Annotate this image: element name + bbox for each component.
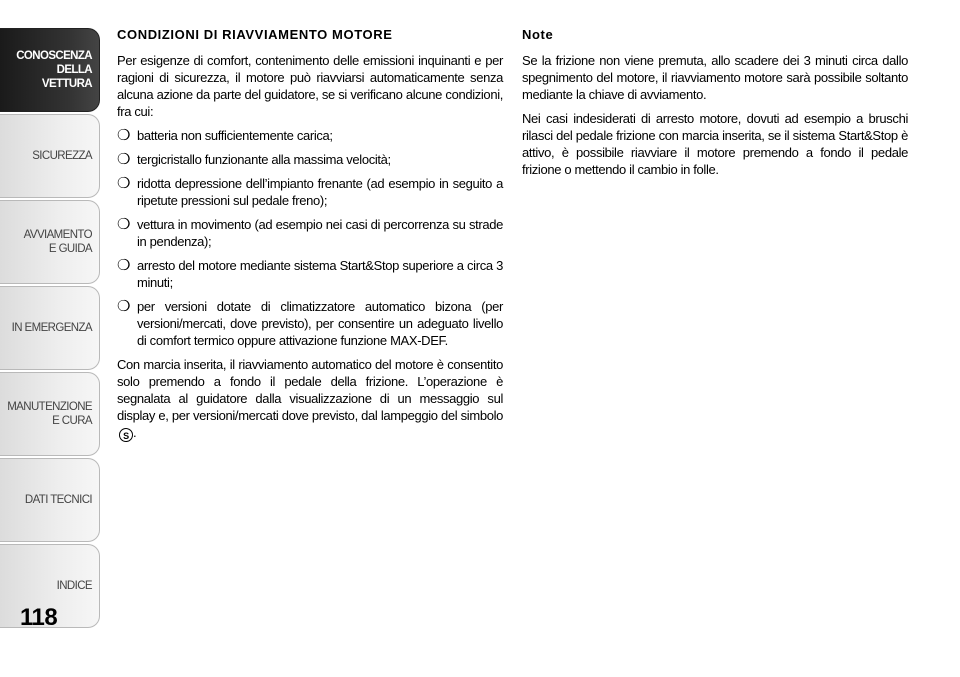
tab-manutenzione-e-cura[interactable] (0, 372, 100, 456)
bullet-circle-icon: ❍ (117, 151, 131, 168)
bullet-circle-icon: ❍ (117, 298, 131, 315)
list-item (117, 151, 503, 168)
tab-dati-tecnici[interactable] (0, 458, 100, 542)
list-item (117, 175, 503, 209)
note-paragraph-1: Se la frizione non viene premuta, allo scadere dei 3 minuti circa dallo spegnimento del motore, il riavviamento motore sarà possibile soltanto mediante la chiave di avviamento. (522, 53, 908, 102)
tab-label-line: MANUTENZIONE (7, 401, 92, 413)
tab-conoscenza-della-vettura[interactable] (0, 28, 100, 112)
tab-label-line: VETTURA (41, 78, 92, 90)
page-number: 118 (20, 604, 58, 631)
tab-label-line: E CURA (52, 415, 92, 427)
tab-label-line: SICUREZZA (32, 150, 92, 162)
bullet-circle-icon: ❍ (117, 257, 131, 274)
list-item-text: vettura in movimento (ad esempio nei casi di percorrenza su strade in pendenza); (137, 217, 503, 249)
tab-label-line: DELLA (56, 64, 92, 76)
conditions-list (117, 127, 503, 349)
tab-in-emergenza[interactable] (0, 286, 100, 370)
list-item-text: ridotta depressione dell’impianto frenante (ad esempio in seguito a ripetute pressioni sul pedale freno); (137, 176, 503, 208)
bullet-circle-icon: ❍ (117, 175, 131, 192)
left-column (117, 26, 503, 449)
closing-text: Con marcia inserita, il riavviamento automatico del motore è consentito solo premendo a fondo il pedale della frizione. L’operazione è segnalata al guidatore dalla visualizzazione di un messaggio sul display e, per versioni/mercati dove previsto, dal lampeggio del simbolo (117, 357, 503, 423)
note-paragraph-2: Nei casi indesiderati di arresto motore, dovuti ad esempio a bruschi rilasci del pedale frizione con marcia inserita, se il sistema Start&Stop è attivo, è possibile riavviare il motore premendo a fondo il pedale frizione o mettendo il cambio in folle. (522, 111, 908, 177)
tab-label-line: DATI TECNICI (24, 494, 92, 506)
list-item-text: arresto del motore mediante sistema Start&Stop superiore a circa 3 minuti; (137, 258, 503, 290)
bullet-circle-icon: ❍ (117, 216, 131, 233)
note-heading: Note (522, 27, 554, 42)
intro-paragraph: Per esigenze di comfort, contenimento delle emissioni inquinanti e per ragioni di sicurezza, il motore può riavviarsi automaticamente senza alcuna azione da parte del guidatore, se si verificano alcune condizioni, fra cui: (117, 53, 503, 119)
list-item (117, 127, 503, 144)
closing-period: . (133, 425, 137, 440)
list-item (117, 257, 503, 291)
section-heading: CONDIZIONI DI RIAVVIAMENTO MOTORE (117, 27, 393, 42)
tab-label-line: AVVIAMENTO (23, 229, 92, 241)
list-item-text: per versioni dotate di climatizzatore automatico bizona (per versioni/mercati, dove previsto), per consentire un adeguato livello di comfort termico oppure attivazione funzione MAX-DEF. (137, 299, 503, 348)
closing-paragraph (117, 356, 503, 442)
bullet-circle-icon: ❍ (117, 127, 131, 144)
right-column (522, 26, 908, 185)
list-item (117, 216, 503, 250)
list-item (117, 298, 503, 349)
tab-label-line: E GUIDA (48, 243, 92, 255)
tab-avviamento-e-guida[interactable] (0, 200, 100, 284)
tab-sicurezza[interactable] (0, 114, 100, 198)
tab-label-line: IN EMERGENZA (11, 322, 92, 334)
tab-label-line: INDICE (56, 580, 92, 592)
list-item-text: tergicristallo funzionante alla massima velocità; (137, 152, 391, 167)
start-stop-symbol-icon: S (119, 428, 133, 442)
tab-label-line: CONOSCENZA (16, 50, 92, 62)
list-item-text: batteria non sufficientemente carica; (137, 128, 333, 143)
